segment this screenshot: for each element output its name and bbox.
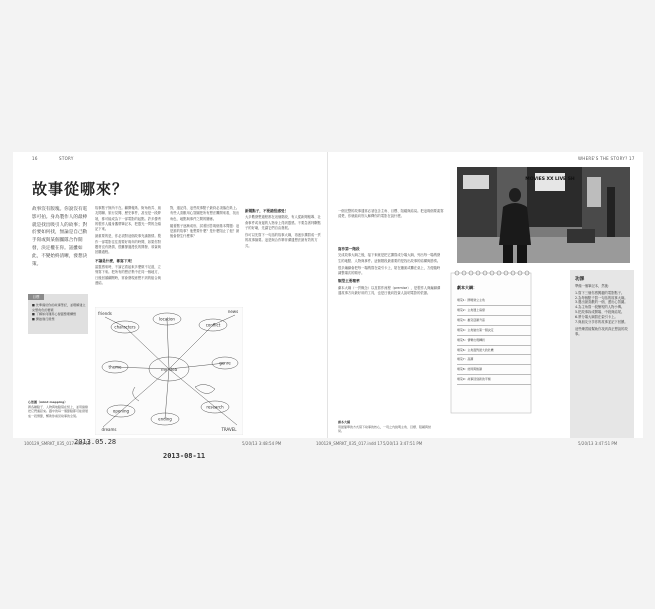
exercise-step: 2.為每個點子寫一句話的故事大綱。 [575, 295, 628, 300]
goals-sidebar [28, 294, 88, 334]
body-paragraph: 你可以先寫下一句話的故事大綱，再逐步擴寫成一頁的故事摘要。這是與合作夥伴溝通想法最有效的方式。 [245, 233, 321, 248]
mindmap-node: dreams [101, 427, 117, 432]
marquee-sign: MOVIES XX LIVE SH [525, 177, 575, 182]
body-paragraph: 大多數發想過程都在這個階段，有人從新聞報導、社會事件或身邊的人物身上得到靈感。不要急著判斷點子的好壞，先讓它們自由發展。 [245, 215, 321, 230]
subheading: 新聞點子，不要錯怪感受！ [245, 209, 289, 213]
date-stamp: 2013.05.28 [74, 438, 117, 446]
body-column-1 [95, 206, 162, 288]
file-time-mid: 5/20/13 3:48:54 PM [242, 441, 282, 446]
file-slug-right: 100129_SMRKT_035_017.indd 17 [316, 441, 383, 446]
mind-map-drawing [95, 307, 243, 435]
body-paragraph: 很多編劇會把每一場戲寫在索引卡上，貼在牆面或攤在桌上，方便隨時調整場次的順序。 [338, 265, 441, 276]
book-spread [13, 152, 643, 438]
side-note-text: 用最簡單的方式寫下故事的核心，一頁之內說明主角、目標、阻礙與結局。 [338, 424, 432, 434]
lead-paragraph: 故事沒有版塊。你說沒有電影可拍。身為製作人的最棒就是找出吸引人的故事；對於要如何找，無論是自己動手寫或與某個團隊合作開發，決定權在你。話雖如此，不變始終清晰，發想決策。 [32, 207, 88, 267]
outline-item: 場景2：主角遇上麻煩 [457, 306, 531, 316]
right-page [328, 152, 643, 438]
goal-item: ■ 開始進行發想 [32, 316, 55, 321]
mindmap-center: my idea [160, 367, 178, 372]
mindmap-node: ending [158, 416, 172, 422]
outline-item: 場景1：開場建立主角 [457, 296, 531, 306]
exercise-step: 5.把故事拆成開場、中段與結尾。 [575, 309, 625, 314]
goal-item: ■ 先準備好你的故事筆記，並理解建立完整角色的要素 [32, 303, 86, 312]
exercise-step: 7.與朋友分享你的故事並記下回饋。 [575, 319, 628, 324]
mindmap-node: characters [114, 324, 136, 330]
date-stamp-2: 2013-08-11 [163, 452, 206, 460]
body-paragraph: 對，還記得，這些故事點子最終必須落在紙上。有些人喜歡用心智圖把所有想法攤開來看，找出角色、地點與事件之間的關係。 [170, 206, 240, 221]
exercise-step: 4.為主角寫一段簡短的人物小傳。 [575, 305, 625, 310]
body-paragraph: 故事點子無所不在。翻開報紙、街角巷弄、朋友閒聊、旅行見聞、歷史事件，甚至是一段夢境，都可能成為下一部電影的起點。許多優秀的製作人隨身攜帶筆記本，把靈光一閃的念頭記下來。 [95, 206, 161, 232]
goal-item: ■ 了解如何運用心智圖整理構想 [32, 312, 77, 317]
outline-item: 場景3：衝突逐漸升高 [457, 316, 531, 326]
notepad-content [445, 263, 534, 417]
side-note-title: 劇本大綱 [338, 420, 351, 424]
mindmap-node: opening [112, 408, 130, 414]
mindmap-caption [28, 400, 88, 418]
right-running-head: WHERE'S THE STORY? [578, 156, 628, 161]
exercise-intro: 準備一個筆記本，然後： [575, 284, 612, 288]
street-photo [457, 167, 630, 263]
notepad-title: 劇本大綱： [457, 285, 477, 290]
exercise-title: 功課 [575, 277, 585, 282]
body-paragraph: 完成故事大綱之後，接下來就是把它擴寫成分場大綱，列出每一場戲發生的地點、人物與事件。這個階段最重要的是找出故事的結構與節奏。 [338, 253, 441, 263]
exercise-steps [570, 291, 634, 325]
outline-item: 場景5：情勢出現轉折 [457, 336, 531, 346]
exercise-box [570, 270, 634, 438]
exercise-outro: 這些練習能幫助你找到真正想說的故事。 [575, 327, 628, 337]
right-folio: 17 [629, 156, 635, 161]
file-time-right: 5/20/13 3:47:51 PM [383, 441, 423, 446]
body-paragraph: 一個完整的故事通常必須包含主角、目標、阻礙與結局。把這幾個要素寫清楚，你就能向別人解釋你的電影在說什麼。 [338, 209, 444, 219]
outline-item: 場景8：結局與餘韻 [457, 365, 531, 375]
subheading: 不論是什麼，都寫下來！ [95, 258, 135, 263]
right-column [338, 244, 442, 298]
file-slug-left: 100129_SMRKT_035_017.indd 16 [24, 441, 91, 446]
body-paragraph: 劇本大綱（一頁概念）以及寫作流程（premise），是製作人與編劇溝通故事方向最好用的工具，也是日後向投資人說明電影的依據。 [338, 285, 441, 296]
body-paragraph: 隨著點子逐漸成形，試著回答幾個基本問題：這是誰的故事？他想要什麼？是什麼阻止了他？最後會發生什麼事？ [170, 223, 240, 239]
body-column-3 [245, 206, 321, 251]
mindmap-node: friends [98, 311, 112, 316]
exercise-step: 6.將分場大綱寫在索引卡上。 [575, 314, 618, 319]
subheading: 類型主要精華 [338, 279, 360, 284]
goals-tag: 目標 [28, 294, 44, 300]
outline-list [457, 296, 531, 385]
left-folio: 16 [32, 156, 38, 161]
right-column-top [338, 209, 444, 222]
mindmap-node: news [227, 309, 239, 314]
outline-item: 場景7：高潮 [457, 355, 531, 365]
caption-text: 將各種點子、人物與地點寫在紙上，並用線條把它們連起來。圖中的每一個節點都可能發展成一段情節，幫助你看見故事的全貌。 [28, 404, 89, 418]
exercise-step: 1.寫下三個你感興趣的電影點子。 [575, 290, 625, 295]
body-paragraph: 當靈感來時，不論它看起來多麼微不足道，立刻寫下來。把所有的想法集中在同一個地方，日後回頭翻閱時，常會發現意想不到的組合與連結。 [95, 264, 161, 285]
mindmap-node: conflict [205, 322, 221, 328]
outline-item: 場景6：主角面對最大的危機 [457, 346, 531, 356]
subheading: 寫作第一階段 [338, 247, 360, 251]
left-page [13, 152, 328, 438]
mindmap-node: location [159, 316, 175, 322]
exercise-step: 3.選出最喜歡的一個，畫出心智圖。 [575, 300, 628, 305]
caption-title: 心智圖（mind mapping） [28, 400, 68, 404]
mindmap-node: theme [108, 364, 122, 370]
mindmap-node: genre [219, 360, 231, 366]
side-note [338, 420, 433, 434]
body-paragraph: 最重要的是，你必須對這個故事充滿熱情。製作一部電影往往需要好幾年的時間，如果你對題材沒有熱情，很難撐過漫長的開發、募資與拍攝過程。 [95, 234, 161, 255]
body-column-2 [170, 206, 240, 242]
outline-item: 場景9：故事回到新的平衡 [457, 375, 531, 385]
goals-list [32, 303, 86, 321]
page-title: 故事從哪來？ [32, 180, 129, 198]
file-time-far-right: 5/20/13 3:47:51 PM [578, 441, 618, 446]
left-running-head: STORY [59, 156, 74, 161]
mindmap-node: TRAVEL [221, 427, 237, 432]
mindmap-node: research [206, 404, 224, 410]
outline-item: 場景4：主角做出第一個決定 [457, 326, 531, 336]
